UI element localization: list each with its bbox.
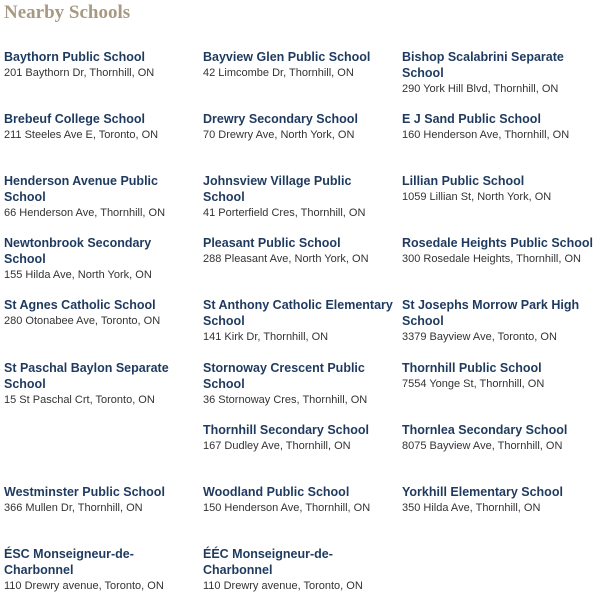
school-entry [402,484,594,516]
school-address: 150 Henderson Ave, Thornhill, ON [203,502,371,514]
school-entry [4,49,196,81]
school-address: 211 Steeles Ave E, Toronto, ON [4,129,159,141]
school-name-link[interactable]: Bishop Scalabrini Separate School [402,50,564,80]
school-name-link[interactable]: Pleasant Public School [203,236,341,250]
school-address: 42 Limcombe Dr, Thornhill, ON [203,67,354,79]
school-address: 350 Hilda Ave, Thornhill, ON [402,502,541,514]
school-entry [402,49,594,97]
school-name-link[interactable]: St Paschal Baylon Separate School [4,361,169,391]
school-address: 70 Drewry Ave, North York, ON [203,129,355,141]
school-address: 167 Dudley Ave, Thornhill, ON [203,440,351,452]
school-entry [402,297,594,345]
school-address: 1059 Lillian St, North York, ON [402,191,552,203]
school-address: 300 Rosedale Heights, Thornhill, ON [402,253,581,265]
school-entry [402,235,594,267]
school-name-link[interactable]: Drewry Secondary School [203,112,358,126]
school-entry [203,422,395,454]
school-name-link[interactable]: Bayview Glen Public School [203,50,371,64]
school-address: 280 Otonabee Ave, Toronto, ON [4,315,161,327]
school-name-link[interactable]: St Josephs Morrow Park High School [402,298,580,328]
school-name-link[interactable]: E J Sand Public School [402,112,541,126]
school-address: 110 Drewry avenue, Toronto, ON [203,580,363,592]
school-entry [402,422,594,454]
school-address: 155 Hilda Ave, North York, ON [4,269,152,281]
school-address: 36 Stornoway Cres, Thornhill, ON [203,394,368,406]
school-name-link[interactable]: Stornoway Crescent Public School [203,361,365,391]
school-entry [4,546,196,594]
school-entry [4,235,196,283]
school-entry [4,297,196,329]
school-entry [203,360,395,408]
nearby-schools-heading: Nearby Schools [4,2,131,23]
school-name-link[interactable]: Henderson Avenue Public School [4,174,158,204]
school-name-link[interactable]: Westminster Public School [4,485,165,499]
school-entry [203,49,395,81]
school-name-link[interactable]: Woodland Public School [203,485,350,499]
school-name-link[interactable]: Lillian Public School [402,174,525,188]
school-entry [4,484,196,516]
school-name-link[interactable]: St Agnes Catholic School [4,298,156,312]
school-address: 41 Porterfield Cres, Thornhill, ON [203,207,366,219]
school-entry [402,173,594,205]
school-entry [203,484,395,516]
school-address: 110 Drewry avenue, Toronto, ON [4,580,164,592]
school-address: 141 Kirk Dr, Thornhill, ON [203,331,329,343]
school-entry [402,360,594,392]
school-entry [203,297,395,345]
school-address: 366 Mullen Dr, Thornhill, ON [4,502,143,514]
school-address: 8075 Bayview Ave, Thornhill, ON [402,440,563,452]
school-entry [203,546,395,594]
school-address: 201 Baythorn Dr, Thornhill, ON [4,67,155,79]
school-entry [402,111,594,143]
school-name-link[interactable]: Rosedale Heights Public School [402,236,594,250]
school-address: 66 Henderson Ave, Thornhill, ON [4,207,166,219]
school-name-link[interactable]: ÉSC Monseigneur-de-Charbonnel [4,547,134,577]
school-name-link[interactable]: Thornlea Secondary School [402,423,568,437]
school-address: 3379 Bayview Ave, Toronto, ON [402,331,557,343]
school-name-link[interactable]: ÉÉC Monseigneur-de-Charbonnel [203,547,333,577]
school-name-link[interactable]: Yorkhill Elementary School [402,485,563,499]
school-name-link[interactable]: Newtonbrook Secondary School [4,236,152,266]
school-name-link[interactable]: Johnsview Village Public School [203,174,352,204]
school-name-link[interactable]: Thornhill Secondary School [203,423,369,437]
school-address: 7554 Yonge St, Thornhill, ON [402,378,545,390]
school-address: 288 Pleasant Ave, North York, ON [203,253,369,265]
school-address: 160 Henderson Ave, Thornhill, ON [402,129,570,141]
school-name-link[interactable]: Thornhill Public School [402,361,542,375]
school-name-link[interactable]: St Anthony Catholic Elementary School [203,298,393,328]
school-entry [4,111,196,143]
school-address: 290 York Hill Blvd, Thornhill, ON [402,83,559,95]
school-name-link[interactable]: Brebeuf College School [4,112,145,126]
school-entry [203,111,395,143]
school-entry [203,235,395,267]
school-name-link[interactable]: Baythorn Public School [4,50,145,64]
school-address: 15 St Paschal Crt, Toronto, ON [4,394,155,406]
school-entry [203,173,395,221]
school-entry [4,360,196,408]
school-entry [4,173,196,221]
